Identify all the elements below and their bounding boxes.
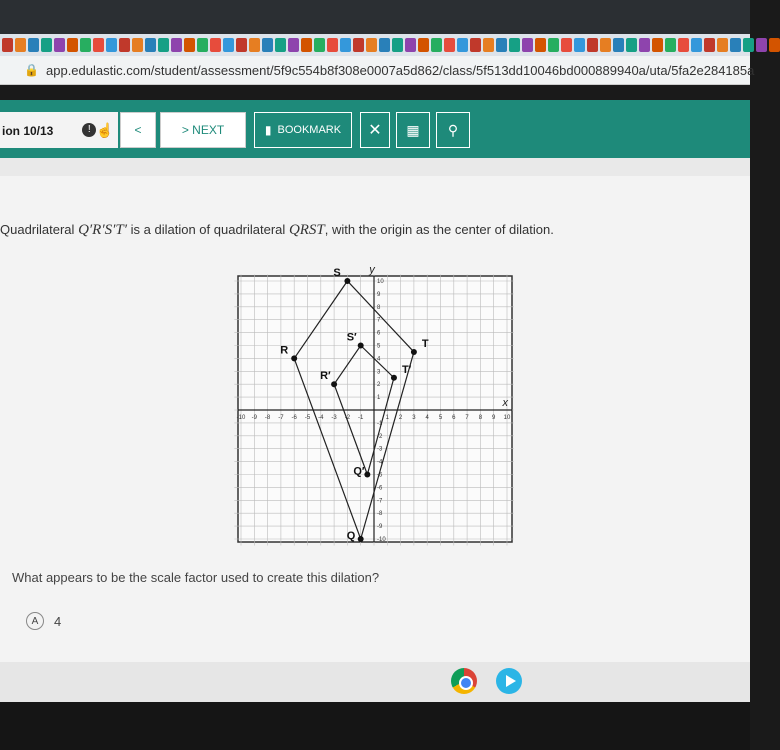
y-tick-label: 3 [377, 369, 381, 376]
tab-favicon-icon[interactable] [665, 38, 676, 52]
magnifier-button[interactable] [436, 112, 470, 148]
tab-favicon-icon[interactable] [470, 38, 481, 52]
close-icon: ✕ [368, 122, 382, 139]
close-button[interactable] [360, 112, 390, 148]
x-tick-label: 5 [438, 415, 443, 421]
graph-frame [238, 276, 512, 542]
address-bar[interactable] [0, 56, 755, 85]
x-tick-label: -4 [318, 415, 324, 421]
coordinate-graph [238, 262, 512, 548]
tab-favicon-icon[interactable] [197, 38, 208, 52]
tab-favicon-icon[interactable] [756, 38, 767, 52]
vertex-label: R′ [320, 370, 331, 383]
x-tick-label: 9 [492, 415, 496, 421]
browser-top [0, 22, 750, 34]
choice-a-text: 4 [54, 613, 62, 629]
screen-bezel [0, 702, 750, 750]
tab-favicon-icon[interactable] [80, 38, 91, 52]
y-tick-label: -5 [377, 472, 383, 479]
vertex-point [344, 278, 350, 284]
stem-prefix: Quadrilateral [0, 222, 75, 237]
tab-favicon-icon[interactable] [509, 38, 520, 52]
y-tick-label: 6 [377, 330, 381, 337]
x-axis-label: x [502, 397, 508, 409]
tab-favicon-icon[interactable] [132, 38, 143, 52]
y-tick-label: -8 [377, 511, 383, 518]
vertex-point [358, 343, 364, 349]
y-tick-label: 9 [377, 291, 381, 298]
tab-favicon-icon[interactable] [106, 38, 117, 52]
calculator-button[interactable] [396, 112, 430, 148]
tab-favicon-icon[interactable] [327, 38, 338, 52]
panel-header-strip [0, 158, 750, 176]
tab-favicon-icon[interactable] [184, 38, 195, 52]
tab-favicon-icon[interactable] [444, 38, 455, 52]
prev-button[interactable]: < [120, 112, 156, 148]
next-button[interactable]: > NEXT [160, 112, 246, 148]
y-tick-label: -4 [377, 459, 383, 466]
x-tick-label: -3 [331, 415, 337, 421]
y-tick-label: -6 [377, 485, 383, 492]
vertex-label: S [333, 267, 341, 279]
assessment-toolbar [0, 100, 750, 158]
tab-favicon-icon[interactable] [314, 38, 325, 52]
tab-favicon-icon[interactable] [379, 38, 390, 52]
tab-favicon-icon[interactable] [613, 38, 624, 52]
x-tick-label: 4 [425, 415, 429, 421]
tab-favicon-icon[interactable] [15, 38, 26, 52]
calculator-icon: ▦ [406, 121, 420, 138]
vertex-point [291, 355, 297, 361]
x-tick-label: 7 [465, 415, 469, 421]
tab-favicon-icon[interactable] [483, 38, 494, 52]
x-tick-label: -10 [236, 415, 246, 421]
choice-a[interactable] [26, 612, 61, 630]
choice-a-letter: A [26, 612, 44, 630]
tab-favicon-icon[interactable] [743, 38, 754, 52]
x-tick-label: -5 [304, 415, 311, 421]
x-tick-label: -9 [251, 415, 257, 421]
x-tick-label: 10 [503, 415, 511, 421]
y-tick-label: 5 [377, 343, 381, 350]
info-icon: ! [82, 123, 96, 137]
tab-favicon-icon[interactable] [28, 38, 39, 52]
y-axis-label: y [369, 264, 375, 276]
tab-favicon-icon[interactable] [405, 38, 416, 52]
tab-favicon-icon[interactable] [119, 38, 130, 52]
y-tick-label: 2 [377, 382, 381, 389]
url-text[interactable]: app.edulastic.com/student/assessment/5f9c554b8f308e0007a5d862/class/5f513dd10046bd000889940a/uta/5fa2e284185a [46, 62, 755, 78]
vertex-label: R [280, 344, 289, 357]
tab-favicon-icon[interactable] [145, 38, 156, 52]
magnifier-icon: ⚲ [447, 121, 459, 138]
tab-favicon-icon[interactable] [626, 38, 637, 52]
tab-favicon-icon[interactable] [288, 38, 299, 52]
image-quad-name: Q′R′S′T′ [78, 222, 128, 238]
y-tick-label: -3 [377, 446, 383, 453]
x-tick-label: -8 [264, 415, 271, 421]
taskbar [0, 662, 750, 702]
tab-favicon-icon[interactable] [223, 38, 234, 52]
tab-favicon-icon[interactable] [652, 38, 663, 52]
bookmark-icon: ▮ [264, 123, 272, 137]
x-tick-label: -1 [358, 415, 364, 421]
tab-favicon-icon[interactable] [678, 38, 689, 52]
lock-icon: 🔒 [24, 63, 39, 77]
vertex-label: T [421, 337, 429, 350]
bookmark-button[interactable] [254, 112, 352, 148]
vertex-point [411, 349, 417, 355]
vertex-label: Q′ [353, 465, 365, 478]
tab-favicon-icon[interactable] [496, 38, 507, 52]
y-tick-label: 10 [377, 279, 384, 285]
tab-favicon-icon[interactable] [535, 38, 546, 52]
vertex-point [358, 536, 364, 542]
tab-favicon-icon[interactable] [301, 38, 312, 52]
tab-favicon-icon[interactable] [236, 38, 247, 52]
play-store-icon[interactable] [496, 668, 522, 694]
x-tick-label: -6 [291, 415, 297, 421]
x-tick-label: -7 [278, 415, 284, 421]
tab-favicon-icon[interactable] [769, 38, 780, 52]
tab-favicon-icon[interactable] [366, 38, 377, 52]
x-tick-label: 8 [478, 415, 483, 421]
tab-favicon-icon[interactable] [171, 38, 182, 52]
tab-favicon-icon[interactable] [600, 38, 611, 52]
stem-suffix: , with the origin as the center of dilation. [324, 222, 554, 237]
tab-icon-strip[interactable] [0, 34, 750, 56]
info-button[interactable] [78, 112, 118, 148]
y-tick-label: -10 [377, 537, 386, 543]
chrome-icon[interactable] [451, 668, 477, 694]
tab-favicon-icon[interactable] [67, 38, 78, 52]
question-stem [0, 222, 740, 239]
vertex-point [331, 381, 337, 387]
tab-favicon-icon[interactable] [548, 38, 559, 52]
tab-favicon-icon[interactable] [587, 38, 598, 52]
tab-favicon-icon[interactable] [2, 38, 13, 52]
tab-favicon-icon[interactable] [340, 38, 351, 52]
tab-favicon-icon[interactable] [353, 38, 364, 52]
tab-favicon-icon[interactable] [691, 38, 702, 52]
tab-favicon-icon[interactable] [717, 38, 728, 52]
y-tick-label: -7 [377, 498, 383, 505]
original-quad-name: QRST [288, 222, 325, 238]
tab-favicon-icon[interactable] [275, 38, 286, 52]
tab-favicon-icon[interactable] [522, 38, 533, 52]
y-tick-label: 4 [377, 356, 381, 363]
tab-favicon-icon[interactable] [41, 38, 52, 52]
tab-favicon-icon[interactable] [210, 38, 221, 52]
tab-favicon-icon[interactable] [639, 38, 650, 52]
tab-favicon-icon[interactable] [93, 38, 104, 52]
tab-favicon-icon[interactable] [431, 38, 442, 52]
tab-favicon-icon[interactable] [704, 38, 715, 52]
tab-favicon-icon[interactable] [574, 38, 585, 52]
y-tick-label: 1 [377, 395, 381, 402]
tab-favicon-icon[interactable] [730, 38, 741, 52]
tab-favicon-icon[interactable] [457, 38, 468, 52]
y-tick-label: -9 [377, 524, 383, 531]
x-tick-label: 1 [385, 415, 389, 421]
tab-favicon-icon[interactable] [561, 38, 572, 52]
x-tick-label: -2 [344, 415, 351, 421]
stem-middle: is a dilation of quadrilateral [130, 222, 286, 237]
vertex-label: T′ [401, 363, 412, 376]
tab-favicon-icon[interactable] [54, 38, 65, 52]
tab-favicon-icon[interactable] [158, 38, 169, 52]
browser-tabstrip [0, 0, 750, 22]
x-tick-label: 3 [412, 415, 416, 421]
x-tick-label: 6 [452, 415, 456, 421]
y-tick-label: -2 [377, 433, 383, 440]
x-tick-label: 2 [398, 415, 403, 421]
question-prompt: What appears to be the scale factor used to create this dilation? [12, 570, 380, 585]
vertex-label: Q [346, 530, 356, 542]
tab-favicon-icon[interactable] [418, 38, 429, 52]
hand-cursor-icon: ☝ [96, 121, 114, 138]
question-counter: ion 10/13 [2, 124, 54, 138]
vertex-point [364, 472, 370, 478]
y-tick-label: 8 [377, 304, 381, 311]
tab-favicon-icon[interactable] [392, 38, 403, 52]
y-tick-label: -1 [377, 420, 383, 427]
vertex-point [391, 375, 397, 381]
tab-favicon-icon[interactable] [262, 38, 273, 52]
y-tick-label: 7 [377, 317, 381, 324]
bookmark-label: BOOKMARK [277, 124, 342, 136]
tab-favicon-icon[interactable] [249, 38, 260, 52]
vertex-label: S′ [346, 331, 357, 344]
